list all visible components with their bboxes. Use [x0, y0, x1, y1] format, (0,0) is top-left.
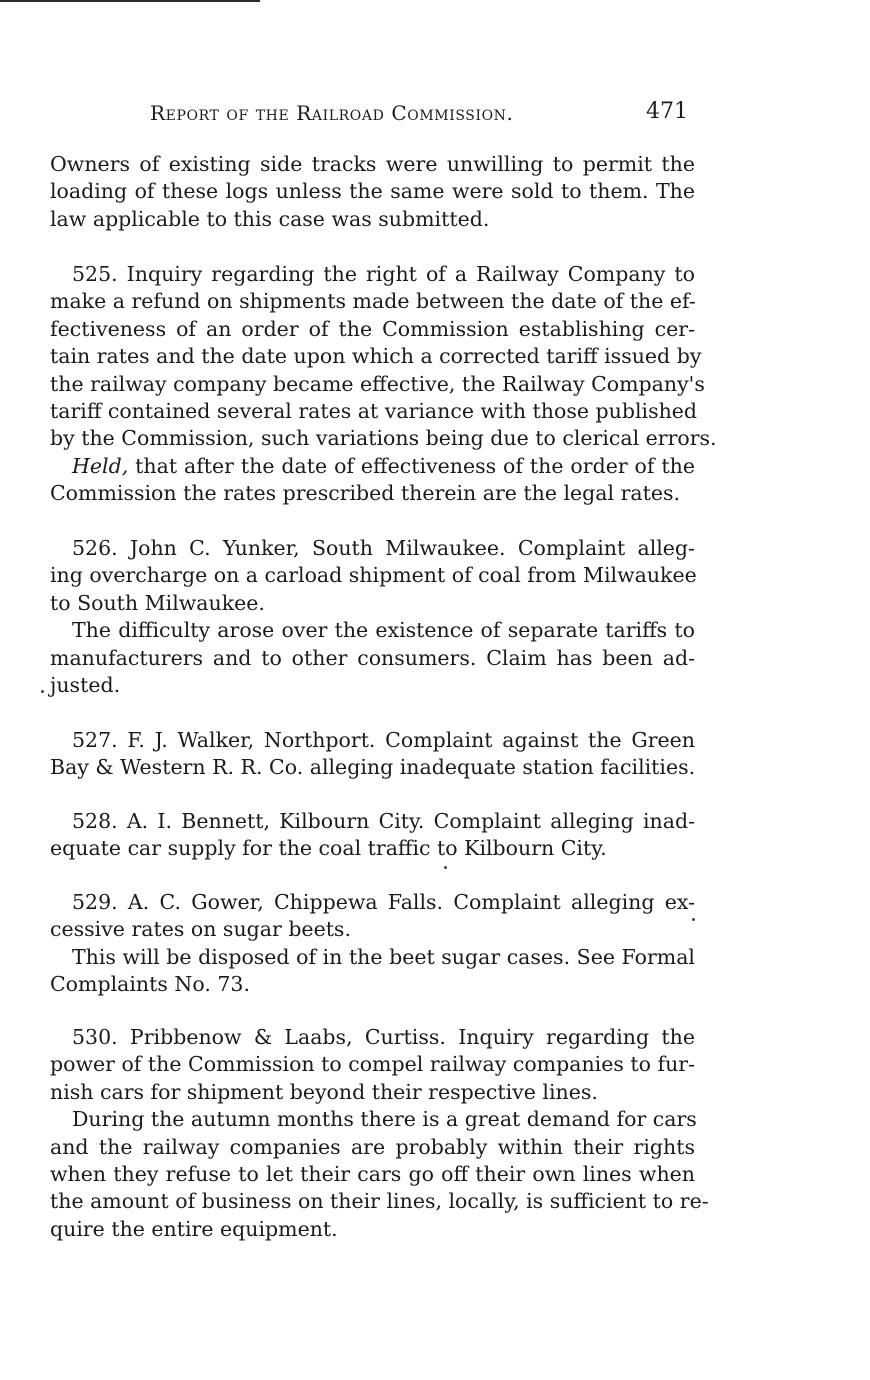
holding-line	[50, 453, 695, 480]
scan-speck	[692, 918, 695, 921]
continuation-paragraph	[50, 151, 695, 233]
text-line: manufacturers and to other consumers. Claim has been ad-	[50, 645, 695, 670]
text-line: quire the entire equipment.	[50, 1216, 338, 1241]
holding-text: that after the date of effectiveness of the order of the	[128, 453, 695, 478]
text-line: tain rates and the date upon which a corrected tariff issued by	[50, 344, 702, 369]
text-line: nish cars for shipment beyond their respective lines.	[50, 1079, 598, 1104]
text-line: Commission the rates prescribed therein are the legal rates.	[50, 481, 681, 506]
entry-heading-line: 525. Inquiry regarding the right of a Railway Company to	[72, 262, 695, 286]
text-line: when they refuse to let their cars go off their own lines when	[50, 1161, 695, 1186]
held-word: Held,	[72, 453, 129, 478]
text-line: During the autumn months there is a great demand for cars	[72, 1107, 697, 1132]
text-line: cessive rates on sugar beets.	[50, 917, 351, 942]
entry-527	[50, 727, 695, 782]
text-line: the railway company became effective, the Railway Company's	[50, 371, 705, 396]
text-line: Complaints No. 73.	[50, 972, 250, 997]
text-line: Owners of existing side tracks were unwilling to permit the	[50, 152, 695, 176]
text-line: equate car supply for the coal traffic to Kilbourn City.	[50, 836, 607, 861]
entry-heading-line: 528. A. I. Bennett, Kilbourn City. Complaint alleging inad-	[72, 809, 695, 833]
entry-528	[50, 808, 695, 863]
entry-525	[50, 261, 717, 508]
entry-heading-line: 527. F. J. Walker, Northport. Complaint against the Green	[72, 728, 695, 752]
entry-heading-line: 526. John C. Yunker, South Milwaukee. Complaint alleg-	[72, 536, 695, 560]
scan-speck	[444, 866, 447, 869]
text-line: tariff contained several rates at variance with those published	[50, 398, 698, 423]
text-line: fectiveness of an order of the Commission establishing cer-	[50, 316, 695, 341]
text-line: This will be disposed of in the beet sugar cases. See Formal	[72, 944, 695, 969]
scan-speck	[41, 690, 44, 693]
page-header	[150, 101, 690, 131]
text-line: law applicable to this case was submitted.	[50, 206, 490, 231]
text-line: the amount of business on their lines, locally, is sufficient to re-	[50, 1189, 709, 1214]
text-line: loading of these logs unless the same were sold to them. The	[50, 179, 695, 204]
text-line: by the Commission, such variations being due to clerical errors.	[50, 426, 717, 451]
text-line: to South Milwaukee.	[50, 590, 265, 615]
text-line: make a refund on shipments made between the date of the ef-	[50, 289, 696, 314]
running-head: Report of the Railroad Commission.	[150, 101, 514, 125]
top-rule	[0, 0, 260, 2]
entry-529	[50, 889, 695, 999]
entry-526	[50, 535, 695, 699]
entry-530	[50, 1024, 709, 1243]
text-line: power of the Commission to compel railway companies to fur-	[50, 1052, 695, 1077]
text-line: and the railway companies are probably within their rights	[50, 1134, 695, 1159]
text-line: The difficulty arose over the existence of separate tariffs to	[72, 618, 695, 643]
text-line: ing overcharge on a carload shipment of coal from Milwaukee	[50, 563, 697, 588]
page-number: 471	[646, 99, 688, 124]
entry-heading-line: 530. Pribbenow & Laabs, Curtiss. Inquiry regarding the	[72, 1025, 695, 1049]
entry-heading-line: 529. A. C. Gower, Chippewa Falls. Complaint alleging ex-	[72, 890, 695, 914]
text-line: Bay & Western R. R. Co. alleging inadequate station facilities.	[50, 755, 696, 780]
text-line: justed.	[50, 672, 121, 697]
